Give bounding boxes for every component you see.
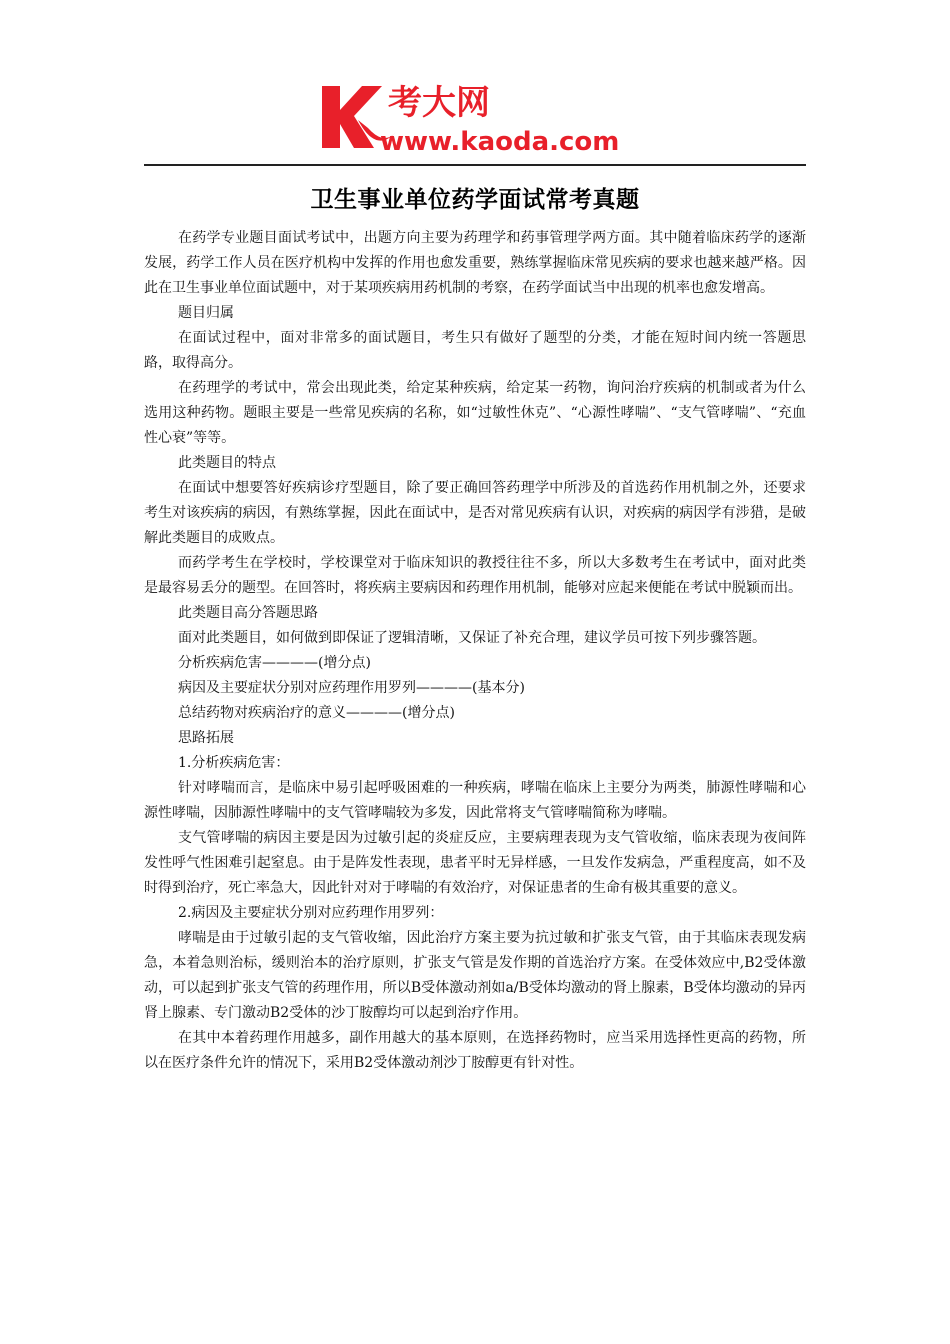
header-divider <box>144 164 806 166</box>
section-heading: 此类题目高分答题思路 <box>178 605 318 621</box>
document-body <box>144 226 806 1076</box>
outline-step: 总结药物对疾病治疗的意义————(增分点) <box>178 705 455 721</box>
document-title: 卫生事业单位药学面试常考真题 <box>310 187 640 213</box>
section-heading: 思路拓展 <box>178 730 234 746</box>
kaoda-logo-mark <box>318 80 638 160</box>
paragraph: 在其中本着药理作用越多，副作用越大的基本原则，在选择药物时，应当采用选择性更高的药物，所以在医疗条件允许的情况下，采用B2受体激动剂沙丁胺醇更有针对性。 <box>144 1030 806 1071</box>
paragraph: 在面试过程中，面对非常多的面试题目，考生只有做好了题型的分类，才能在短时间内统一答题思路，取得高分。 <box>144 330 806 371</box>
paragraph: 而药学考生在学校时，学校课堂对于临床知识的教授往往不多，所以大多数考生在考试中，面对此类是最容易丢分的题型。在回答时，将疾病主要病因和药理作用机制，能够对应起来便能在考试中脱颖而出。 <box>144 555 806 596</box>
paragraph: 在药学专业题目面试考试中，出题方向主要为药理学和药事管理学两方面。其中随着临床药学的逐渐发展，药学工作人员在医疗机构中发挥的作用也愈发重要，熟练掌握临床常见疾病的要求也越来越严格。因此在卫生事业单位面试题中，对于某项疾病用药机制的考察，在药学面试当中出现的机率也愈发增高。 <box>144 230 806 296</box>
logo-chinese-name: 考大网 <box>388 83 490 123</box>
kaoda-logo <box>318 80 638 160</box>
paragraph: 在药理学的考试中，常会出现此类，给定某种疾病，给定某一药物，询问治疗疾病的机制或者为什么选用这种药物。题眼主要是一些常见疾病的名称，如“过敏性休克”、“心源性哮喘”、“支气管哮喘”、“充血性心衰”等等。 <box>144 380 806 446</box>
paragraph: 面对此类题目，如何做到即保证了逻辑清晰，又保证了补充合理，建议学员可按下列步骤答题。 <box>178 630 766 646</box>
paragraph: 支气管哮喘的病因主要是因为过敏引起的炎症反应，主要病理表现为支气管收缩，临床表现为夜间阵发性呼气性困难引起窒息。由于是阵发性表现，患者平时无异样感，一旦发作发病急，严重程度高，如不及时得到治疗，死亡率急大，因此针对对于哮喘的有效治疗，对保证患者的生命有极其重要的意义。 <box>144 830 806 896</box>
outline-step: 分析疾病危害————(增分点) <box>178 655 371 671</box>
paragraph: 针对哮喘而言，是临床中易引起呼吸困难的一种疾病，哮喘在临床上主要分为两类，肺源性哮喘和心源性哮喘，因肺源性哮喘中的支气管哮喘较为多发，因此常将支气管哮喘简称为哮喘。 <box>144 780 806 821</box>
logo-url: www.kaoda.com <box>380 127 620 157</box>
outline-step: 病因及主要症状分别对应药理作用罗列————(基本分) <box>178 680 525 696</box>
subsection-heading: 1.分析疾病危害： <box>178 755 290 771</box>
paragraph: 在面试中想要答好疾病诊疗型题目，除了要正确回答药理学中所涉及的首选药作用机制之外，还要求考生对该疾病的病因，有熟练掌握，因此在面试中，是否对常见疾病有认识，对疾病的病因学有涉猎，是破解此类题目的成败点。 <box>144 480 806 546</box>
paragraph: 哮喘是由于过敏引起的支气管收缩，因此治疗方案主要为抗过敏和扩张支气管，由于其临床表现发病急，本着急则治标，缓则治本的治疗原则，扩张支气管是发作期的首选治疗方案。在受体效应中,B2受体激动，可以起到扩张支气管的药理作用，所以B受体激动剂如a/B受体均激动的肾上腺素，B受体均激动的异丙肾上腺素、专门激动B2受体的沙丁胺醇均可以起到治疗作用。 <box>144 930 806 1021</box>
section-heading: 此类题目的特点 <box>178 455 276 471</box>
section-heading: 题目归属 <box>178 305 234 321</box>
subsection-heading: 2.病因及主要症状分别对应药理作用罗列： <box>178 905 444 921</box>
